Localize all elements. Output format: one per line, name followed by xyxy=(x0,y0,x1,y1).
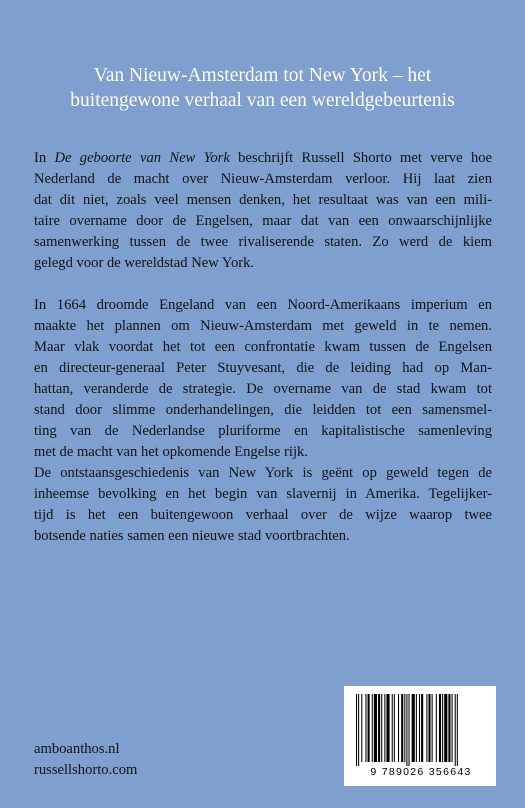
websites xyxy=(34,739,137,781)
blurb-line: hattan, veranderde de strategie. De overname van de stad kwam tot xyxy=(34,381,492,397)
blurb-paragraph-1 xyxy=(34,148,492,274)
barcode-bar xyxy=(432,694,433,762)
barcode-bar xyxy=(372,694,373,762)
barcode-bar xyxy=(409,694,410,766)
barcode-bar xyxy=(436,694,437,762)
blurb-line: In 1664 droomde Engeland van een Noord-Amerikaans imperium en xyxy=(34,297,492,313)
publisher-website: amboanthos.nl xyxy=(34,741,120,757)
barcode-bar xyxy=(394,694,395,762)
book-title: De geboorte van New York xyxy=(54,150,230,166)
barcode-bar xyxy=(452,694,453,762)
blurb-line: botsende naties samen een nieuwe stad voortbrachten. xyxy=(34,528,350,544)
barcode-bar xyxy=(401,694,403,762)
barcode-bar xyxy=(419,694,420,762)
barcode-bar xyxy=(392,694,393,762)
barcode-bar xyxy=(384,694,385,762)
barcode-bar xyxy=(448,694,450,762)
blurb-line: en directeur-generaal Peter Stuyvesant, die de leiding had op Man- xyxy=(34,360,492,376)
blurb-line xyxy=(34,148,492,169)
headline xyxy=(30,63,495,113)
barcode-bar xyxy=(398,694,399,762)
isbn-digits: 9 789026 356643 xyxy=(370,766,472,778)
barcode-bar xyxy=(386,694,389,762)
blurb-line: taire overname door de Engelsen, maar dat van een onwaarschijnlijke xyxy=(34,213,492,229)
line-prefix: In xyxy=(34,150,55,166)
blurb-line: maakte het plannen om Nieuw-Amsterdam met geweld in te nemen. xyxy=(34,318,492,334)
barcode-bar xyxy=(421,694,423,762)
headline-line-1: Van Nieuw-Amsterdam tot New York – het xyxy=(93,65,432,86)
barcode-bar xyxy=(374,694,377,762)
blurb-line: dat dit niet, zoals veel mensen denken, het resultaat was van een mili- xyxy=(34,192,492,208)
barcode-bar xyxy=(442,694,443,762)
barcode-bar xyxy=(356,694,357,766)
barcode-bar xyxy=(358,694,359,766)
line-suffix: beschrijft Russell Shorto met verve hoe xyxy=(229,150,493,166)
author-website: russellshorto.com xyxy=(34,762,138,778)
blurb-line: Nederland de macht over Nieuw-Amsterdam verloor. Hij laat zien xyxy=(34,171,492,187)
barcode-bar xyxy=(457,694,458,766)
blurb-line: inheemse bevolking en het begin van slavernij in Amerika. Tegelijker- xyxy=(34,486,492,502)
barcode-bar xyxy=(368,694,370,762)
barcode-bar xyxy=(428,694,430,762)
blurb-line: De ontstaansgeschiedenis van New York is geënt op geweld tegen de xyxy=(34,465,492,481)
blurb-paragraph-3 xyxy=(34,463,492,547)
barcode-bar xyxy=(455,694,456,766)
barcode-bar xyxy=(361,694,362,762)
blurb-line: Maar vlak voordat het tot een confrontatie kwam tussen de Engelsen xyxy=(34,339,492,355)
barcode-bar xyxy=(365,694,366,762)
blurb-line: samenwerking tussen de twee rivaliserende staten. Zo werd de kiem xyxy=(34,234,492,250)
barcode-bar xyxy=(444,694,447,762)
blurb xyxy=(34,148,492,547)
barcode-bar xyxy=(378,694,380,762)
blurb-line: stand door slimme onderhandelingen, die leidden tot een samensmel- xyxy=(34,402,492,418)
barcode-bars xyxy=(354,694,486,766)
blurb-paragraph-2 xyxy=(34,295,492,463)
barcode-bar xyxy=(404,694,405,762)
barcode xyxy=(344,686,496,786)
barcode-bar xyxy=(426,694,427,762)
barcode-bar xyxy=(381,694,382,762)
blurb-line: tijd is het een buitengewoon verhaal over de wijze waarop twee xyxy=(34,507,492,523)
blurb-line: gelegd voor de wereldstad New York. xyxy=(34,255,255,271)
barcode-bar xyxy=(406,694,407,766)
blurb-line: ting van de Nederlandse pluriforme en kapitalistische samenleving xyxy=(34,423,492,439)
barcode-bar xyxy=(416,694,417,762)
blurb-line: met de macht van het opkomende Engelse rijk. xyxy=(34,444,308,460)
headline-line-2: buitengewone verhaal van een wereldgebeurtenis xyxy=(70,90,455,111)
barcode-bar xyxy=(439,694,441,762)
barcode-bar xyxy=(412,694,415,762)
